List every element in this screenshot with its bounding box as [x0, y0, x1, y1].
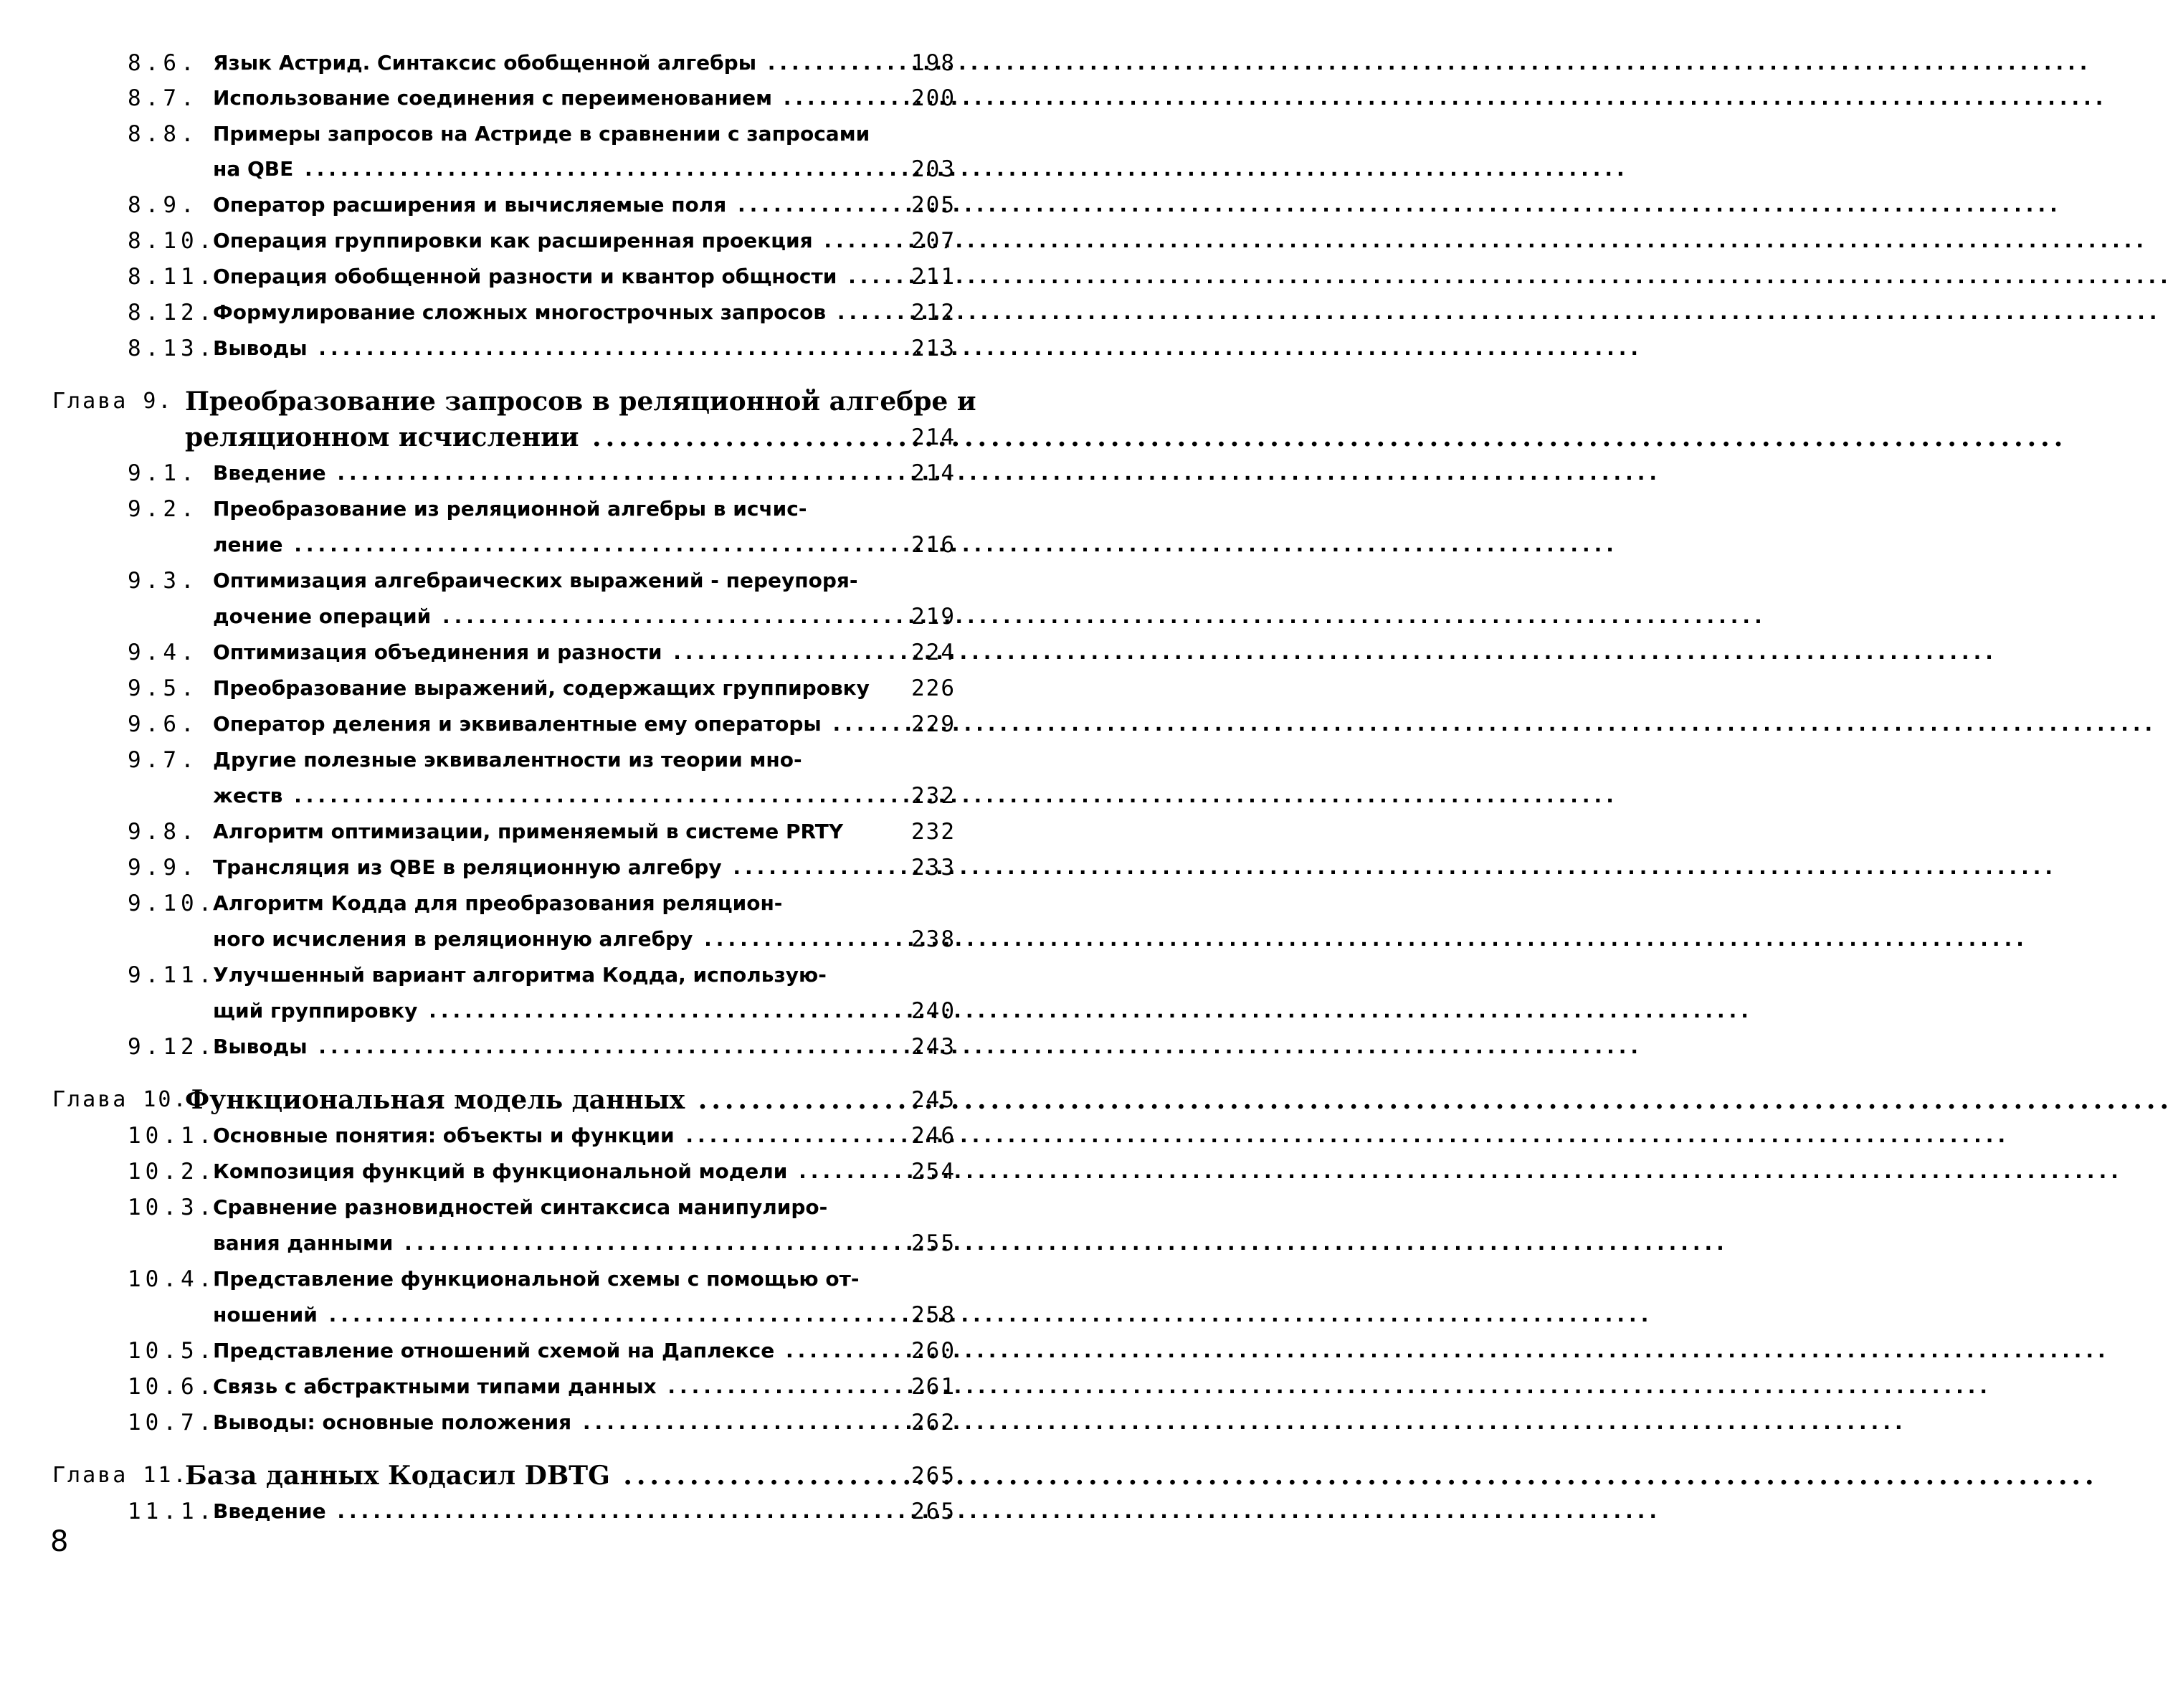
chapter-title: Функциональная модель данных ..... [185, 1082, 866, 1118]
toc-entry-number: 10.1. [128, 1123, 217, 1149]
toc-entry-title: Оптимизация объединения и разности ..... [213, 635, 894, 670]
toc-entry-page: 232 [911, 819, 956, 845]
toc-entry [0, 886, 1070, 921]
toc-entry-page: 224 [911, 640, 956, 665]
toc-page [0, 0, 1070, 1708]
toc-entry-title: Оператор деления и эквивалентные ему операторы ..... [213, 706, 894, 742]
toc-entry-continuation [0, 527, 1070, 563]
toc-entry-number: 9.7. [128, 747, 199, 773]
toc-entry-number: 9.10. [128, 891, 217, 916]
toc-entry-continuation [0, 1297, 1070, 1333]
toc-entry-continuation [0, 1225, 1070, 1261]
toc-entry-page: 265 [911, 1463, 956, 1489]
toc-entry-title: Преобразование выражений, содержащих группировку [213, 676, 870, 700]
toc-entry-title: Оператор расширения и вычисляемые поля ..... [213, 187, 894, 223]
toc-entry-page: 212 [911, 300, 956, 326]
toc-entry [0, 1333, 1070, 1369]
toc-entry [0, 187, 1070, 223]
toc-entry-page: 262 [911, 1410, 956, 1436]
toc-entry-title: ного исчисления в реляционную алгебру ..... [213, 921, 894, 957]
toc-entry-page: 216 [911, 532, 956, 558]
toc-entry-title: ношений ..... [213, 1297, 894, 1333]
toc-entry-page: 200 [911, 85, 956, 111]
toc-entry-page: 245 [911, 1087, 956, 1113]
chapter-label: Глава 9. [52, 389, 173, 414]
toc-entry-continuation [0, 599, 1070, 635]
toc-entry-title: Представление функциональной схемы с помощью от- [213, 1267, 860, 1291]
toc-entry-title: вания данными ..... [213, 1225, 894, 1261]
toc-entry-number: 8.9. [128, 192, 199, 218]
toc-entry-title: Представление отношений схемой на Даплексе ..... [213, 1333, 894, 1369]
toc-entry [0, 259, 1070, 295]
toc-entry-page: 213 [911, 336, 956, 361]
toc-entry-title: Выводы: основные положения ..... [213, 1405, 894, 1441]
toc-entry-number: 9.1. [128, 460, 199, 486]
toc-entry-number: 9.12. [128, 1034, 217, 1060]
toc-entry [0, 331, 1070, 366]
toc-entry [0, 1369, 1070, 1405]
toc-entry-page: 207 [911, 228, 956, 254]
toc-entry-continuation [0, 778, 1070, 814]
toc-entry-page: 258 [911, 1302, 956, 1328]
toc-entry-page: 255 [911, 1230, 956, 1256]
toc-entry [0, 635, 1070, 670]
toc-entry-page: 214 [911, 460, 956, 486]
toc-entry [0, 1118, 1070, 1154]
toc-entry-number: 10.6. [128, 1374, 217, 1400]
toc-entry [0, 116, 1070, 152]
toc-entry-number: 10.2. [128, 1159, 217, 1185]
toc-entry-page: 261 [911, 1374, 956, 1400]
toc-entry-number: 9.6. [128, 711, 199, 737]
toc-entry-page: 229 [911, 711, 956, 737]
toc-entry-number: 10.7. [128, 1410, 217, 1436]
toc-entry-number: 8.11. [128, 264, 217, 290]
toc-chapter-heading [0, 1082, 1070, 1118]
toc-entry [0, 491, 1070, 527]
toc-entry-title: Примеры запросов на Астриде в сравнении с запросами [213, 122, 870, 146]
toc-entry [0, 706, 1070, 742]
toc-entry [0, 1029, 1070, 1065]
toc-entry-page: 198 [911, 50, 956, 76]
toc-entry-continuation [0, 151, 1070, 187]
chapter-label: Глава 10. [52, 1087, 189, 1112]
toc-entry-title: Введение ..... [213, 1494, 894, 1529]
toc-chapter-heading-continuation [0, 419, 1070, 455]
toc-entry [0, 1261, 1070, 1297]
toc-entry-number: 9.5. [128, 675, 199, 701]
toc-entry-number: 9.3. [128, 568, 199, 594]
toc-entry-number: 8.6. [128, 50, 199, 76]
toc-entry [0, 1405, 1070, 1441]
toc-entry-title: Операция группировки как расширенная проекция ..... [213, 223, 894, 259]
toc-entry-title: Формулирование сложных многострочных запросов ..... [213, 295, 894, 331]
toc-entry-title: Сравнение разновидностей синтаксиса манипулиро- [213, 1195, 828, 1219]
chapter-title: База данных Кодасил DBTG ..... [185, 1458, 866, 1494]
toc-entry-number: 11.1. [128, 1499, 217, 1524]
toc-entry-continuation [0, 921, 1070, 957]
toc-entry-page: 246 [911, 1123, 956, 1149]
toc-entry-title: Операция обобщенной разности и квантор общности ..... [213, 259, 894, 295]
toc-entry [0, 80, 1070, 116]
toc-chapter-heading [0, 1458, 1070, 1494]
toc-entry-page: 240 [911, 998, 956, 1024]
toc-entry-title: Другие полезные эквивалентности из теории мно- [213, 748, 802, 772]
toc-entry-number: 9.9. [128, 855, 199, 881]
toc-entry [0, 850, 1070, 886]
toc-entry-title: Преобразование из реляционной алгебры в исчис- [213, 497, 807, 521]
page-number: 8 [50, 1525, 69, 1558]
toc-entry-continuation [0, 993, 1070, 1029]
toc-entry-page: 214 [911, 424, 956, 450]
toc-entry-page: 232 [911, 783, 956, 809]
toc-entry-number: 8.12. [128, 300, 217, 326]
toc-entry-title: щий группировку ..... [213, 993, 894, 1029]
toc-entry-number: 8.10. [128, 228, 217, 254]
toc-entry-title: Выводы ..... [213, 1029, 894, 1065]
toc-entry-page: 203 [911, 156, 956, 182]
toc-entry-title: на QBE ..... [213, 151, 894, 187]
toc-entry [0, 455, 1070, 491]
toc-entry [0, 957, 1070, 993]
toc-entry-title: Основные понятия: объекты и функции ..... [213, 1118, 894, 1154]
toc-entry-page: 265 [911, 1499, 956, 1524]
toc-entry-title: Связь с абстрактными типами данных ..... [213, 1369, 894, 1405]
toc-entry-title: дочение операций ..... [213, 599, 894, 635]
toc-entry [0, 1190, 1070, 1225]
toc-entry [0, 45, 1070, 81]
toc-entry-title: Оптимизация алгебраических выражений - переупоря- [213, 569, 858, 592]
toc-entry-page: 233 [911, 855, 956, 881]
toc-entry [0, 1154, 1070, 1190]
toc-entry [0, 1494, 1070, 1529]
toc-entry-page: 205 [911, 192, 956, 218]
toc-chapter-heading [0, 384, 1070, 419]
toc-entry [0, 670, 1070, 706]
chapter-title: Преобразование запросов в реляционной алгебре и [185, 386, 976, 417]
toc-entry-title: Язык Астрид. Синтаксис обобщенной алгебры ..... [213, 45, 894, 81]
toc-entry-title: жеств ..... [213, 778, 894, 814]
toc-entry [0, 223, 1070, 259]
toc-entry-page: 243 [911, 1034, 956, 1060]
toc-entry-number: 8.13. [128, 336, 217, 361]
toc-entry-title: Алгоритм оптимизации, применяемый в системе PRTY [213, 820, 844, 843]
toc-entry-page: 238 [911, 926, 956, 952]
toc-entry-title: Улучшенный вариант алгоритма Кодда, использую- [213, 963, 827, 987]
toc-entry-number: 8.7. [128, 85, 199, 111]
toc-entry-number: 9.2. [128, 496, 199, 522]
toc-entry-title: Введение ..... [213, 455, 894, 491]
toc-entry-number: 9.4. [128, 640, 199, 665]
chapter-title: реляционном исчислении ..... [185, 419, 866, 455]
toc-entry-page: 219 [911, 604, 956, 630]
toc-entry-number: 8.8. [128, 121, 199, 147]
toc-entry-title: Использование соединения с переименованием ..... [213, 80, 894, 116]
toc-entry [0, 814, 1070, 850]
toc-entry [0, 563, 1070, 599]
toc-entry [0, 295, 1070, 331]
toc-entry-title: ление ..... [213, 527, 894, 563]
toc-entry-number: 10.5. [128, 1338, 217, 1364]
toc-entry-title: Композиция функций в функциональной модели ..... [213, 1154, 894, 1190]
toc-entry-page: 260 [911, 1338, 956, 1364]
toc-entry-page: 211 [911, 264, 956, 290]
chapter-label: Глава 11. [52, 1463, 189, 1488]
toc-entry-number: 9.11. [128, 962, 217, 988]
toc-entry-page: 254 [911, 1159, 956, 1185]
toc-entry-page: 226 [911, 675, 956, 701]
toc-entry-number: 10.3. [128, 1195, 217, 1220]
toc-entry-number: 10.4. [128, 1266, 217, 1292]
toc-entry-title: Выводы ..... [213, 331, 894, 366]
toc-entry [0, 742, 1070, 778]
toc-entry-title: Алгоритм Кодда для преобразования реляцион- [213, 891, 783, 915]
toc-entry-title: Трансляция из QBE в реляционную алгебру ..... [213, 850, 894, 886]
toc-entry-number: 9.8. [128, 819, 199, 845]
